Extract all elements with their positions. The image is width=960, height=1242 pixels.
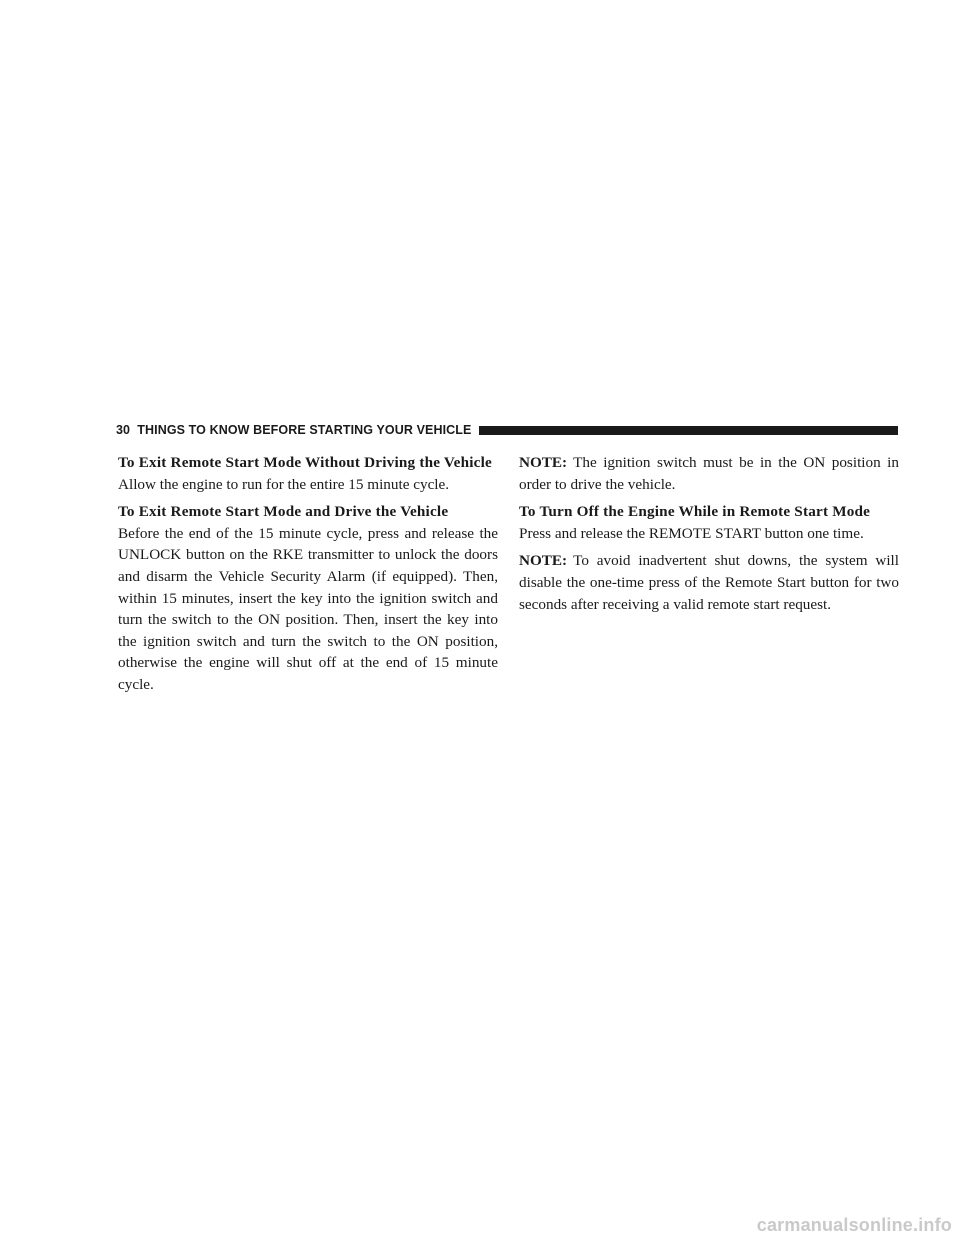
page-header [116,421,898,439]
paragraph-press-remote-start: Press and release the REMOTE START button one time. [519,524,864,542]
watermark-text: carmanualsonline.info [756,1215,952,1235]
heading-exit-without-driving: To Exit Remote Start Mode Without Driving the Vehicle [118,454,492,471]
note-shutdown [519,550,899,615]
heading-exit-and-drive: To Exit Remote Start Mode and Drive the Vehicle [118,503,449,521]
page-number: 30 [116,423,131,437]
header-text [116,423,471,437]
note-label: NOTE: [519,552,568,570]
note-ignition [519,452,899,495]
note-text: To avoid inadvertent shut downs, the system will disable the one-time press of the Remote Start button for two seconds after receiving a valid remote start request. [519,552,899,613]
heading-turn-off-engine: To Turn Off the Engine While in Remote Start Mode [519,503,871,521]
paragraph-run-engine: Allow the engine to run for the entire 15 minute cycle. [118,475,450,493]
left-column [118,452,498,696]
note-text: The ignition switch must be in the ON position in order to drive the vehicle. [519,454,899,493]
section-title: THINGS TO KNOW BEFORE STARTING YOUR VEHICLE [137,423,472,437]
paragraph-unlock-instructions: Before the end of the 15 minute cycle, press and release the UNLOCK button on the RKE transmitter to unlock the doors and disarm the Vehicle Security Alarm (if equipped). Then, within 15 minutes, insert the key into the ignition switch and turn the switch to the ON position. Then, insert the key into the ignition switch and turn the switch to the ON position, otherwise the engine will shut off at the end of 15 minute cycle. [118,524,498,693]
note-label: NOTE: [519,454,568,471]
header-rule [479,426,898,435]
right-column [519,452,899,615]
